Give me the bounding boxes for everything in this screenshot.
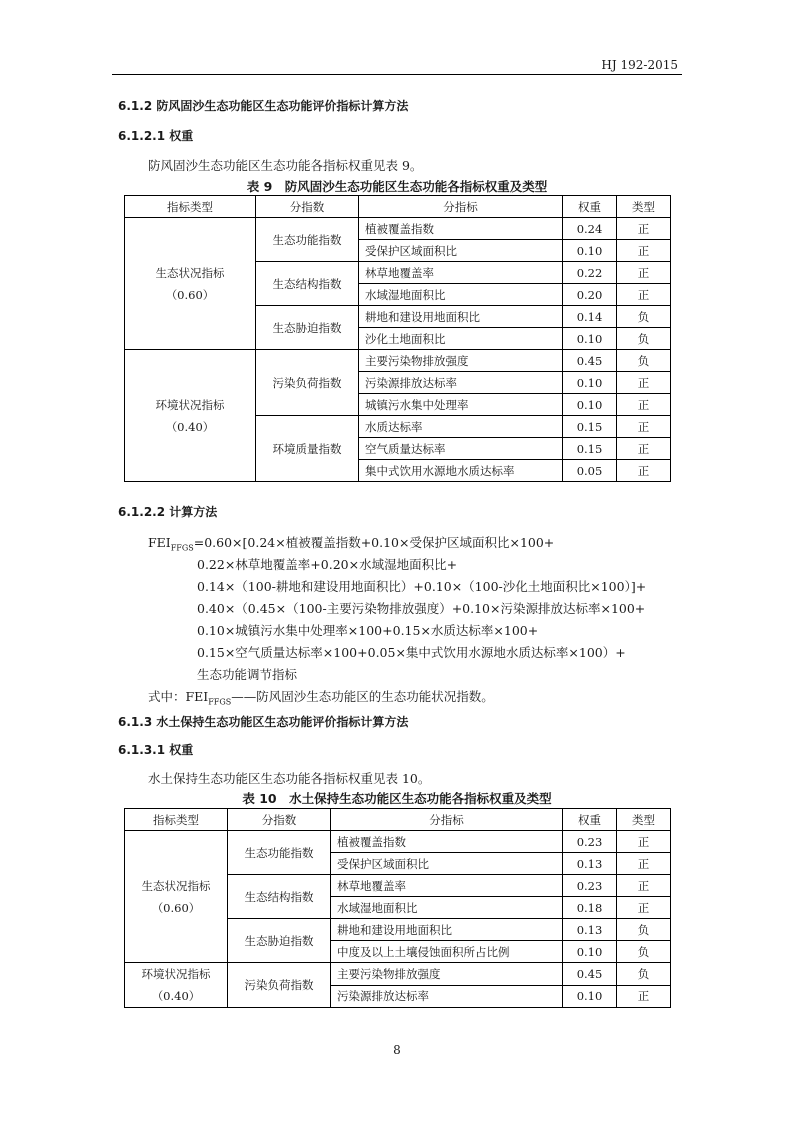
weight-cell: 0.15 [563, 416, 617, 438]
weight-cell: 0.15 [563, 438, 617, 460]
column-header: 分指标 [359, 196, 563, 218]
column-header: 指标类型 [125, 196, 256, 218]
indicator-type-weight: （0.40） [151, 989, 201, 1003]
indicator-cell: 林草地覆盖率 [359, 262, 563, 284]
weight-cell: 0.13 [563, 919, 617, 941]
weight-cell: 0.10 [563, 941, 617, 963]
weight-cell: 0.05 [563, 460, 617, 482]
table-row [125, 831, 671, 853]
indicator-type-cell [125, 831, 228, 963]
column-header: 分指数 [228, 809, 331, 831]
weight-cell: 0.10 [563, 240, 617, 262]
table-10 [124, 808, 671, 1008]
weight-cell: 0.10 [563, 394, 617, 416]
weight-cell: 0.10 [563, 372, 617, 394]
indicator-cell: 耕地和建设用地面积比 [359, 306, 563, 328]
column-header: 指标类型 [125, 809, 228, 831]
type-cell: 负 [617, 941, 671, 963]
indicator-type-weight: （0.40） [165, 419, 215, 434]
weight-cell: 0.23 [563, 875, 617, 897]
weight-cell: 0.45 [563, 350, 617, 372]
indicator-cell: 水域湿地面积比 [331, 897, 563, 919]
indicator-cell: 植被覆盖指数 [359, 218, 563, 240]
formula-line-2: 0.22×林草地覆盖率+0.20×水域湿地面积比+ [197, 557, 458, 572]
formula-line-4: 0.40×（0.45×（100-主要污染物排放强度）+0.10×污染源排放达标率×100+ [197, 601, 646, 616]
table-header-row [125, 196, 671, 218]
column-header: 分指数 [256, 196, 359, 218]
type-cell: 正 [617, 372, 671, 394]
section-heading-6-1-2: 6.1.2 防风固沙生态功能区生态功能评价指标计算方法 [118, 99, 409, 113]
formula-line-6: 0.15×空气质量达标率×100+0.05×集中式饮用水源地水质达标率×100）+ [197, 645, 626, 660]
indicator-type-label: 生态状况指标 [155, 265, 225, 280]
indicator-cell: 耕地和建设用地面积比 [331, 919, 563, 941]
sub-index-cell: 生态功能指数 [228, 831, 331, 875]
indicator-cell: 植被覆盖指数 [331, 831, 563, 853]
weight-cell: 0.22 [563, 262, 617, 284]
weight-cell: 0.45 [563, 963, 617, 986]
table-9-caption: 表 9 防风固沙生态功能区生态功能各指标权重及类型 [246, 179, 548, 194]
header-rule [112, 74, 682, 75]
paragraph-weights-ref-9: 防风固沙生态功能区生态功能各指标权重见表 9。 [148, 158, 423, 173]
column-header: 类型 [617, 196, 671, 218]
column-header: 分指标 [331, 809, 563, 831]
page-number: 8 [393, 1043, 401, 1057]
type-cell: 正 [617, 897, 671, 919]
formula-lhs: FEI [148, 535, 171, 550]
weight-cell: 0.13 [563, 853, 617, 875]
indicator-cell: 主要污染物排放强度 [331, 963, 563, 986]
column-header: 权重 [563, 196, 617, 218]
table-header-row [125, 809, 671, 831]
indicator-cell: 城镇污水集中处理率 [359, 394, 563, 416]
where-subscript: FFGS [208, 697, 232, 707]
table-row [125, 218, 671, 240]
type-cell: 正 [617, 218, 671, 240]
indicator-type-cell [125, 218, 256, 350]
table-row [125, 350, 671, 372]
indicator-cell: 沙化土地面积比 [359, 328, 563, 350]
type-cell: 正 [617, 240, 671, 262]
indicator-type-cell [125, 963, 228, 1008]
indicator-cell: 水域湿地面积比 [359, 284, 563, 306]
indicator-cell: 集中式饮用水源地水质达标率 [359, 460, 563, 482]
formula-line-3: 0.14×（100-耕地和建设用地面积比）+0.10×（100-沙化土地面积比×100）]+ [197, 579, 647, 594]
type-cell: 负 [617, 306, 671, 328]
indicator-cell: 主要污染物排放强度 [359, 350, 563, 372]
type-cell: 正 [617, 416, 671, 438]
indicator-type-weight: （0.60） [151, 900, 201, 915]
indicator-type-label: 环境状况指标 [155, 397, 225, 412]
indicator-cell: 水质达标率 [359, 416, 563, 438]
formula-where-clause [148, 687, 494, 707]
weight-cell: 0.10 [563, 985, 617, 1008]
type-cell: 正 [617, 394, 671, 416]
table-row [125, 963, 671, 986]
type-cell: 负 [617, 350, 671, 372]
indicator-type-label: 生态状况指标 [141, 878, 211, 893]
type-cell: 正 [617, 853, 671, 875]
type-cell: 正 [617, 460, 671, 482]
where-text: ——防风固沙生态功能区的生态功能状况指数。 [231, 689, 494, 704]
indicator-type-weight: （0.60） [165, 287, 215, 302]
column-header: 权重 [563, 809, 617, 831]
paragraph-weights-ref-10: 水土保持生态功能区生态功能各指标权重见表 10。 [148, 771, 431, 786]
type-cell: 正 [617, 262, 671, 284]
formula-lhs-subscript: FFGS [170, 543, 194, 553]
standard-code: HJ 192-2015 [601, 58, 678, 72]
type-cell: 负 [617, 328, 671, 350]
indicator-cell: 受保护区域面积比 [331, 853, 563, 875]
subsection-heading-6-1-2-2: 6.1.2.2 计算方法 [118, 505, 218, 519]
weight-cell: 0.18 [563, 897, 617, 919]
sub-index-cell: 环境质量指数 [256, 416, 359, 482]
where-prefix: 式中：FEI [148, 689, 209, 704]
table-10-caption: 表 10 水土保持生态功能区生态功能各指标权重及类型 [242, 791, 552, 806]
sub-index-cell: 污染负荷指数 [228, 963, 331, 1008]
weight-cell: 0.10 [563, 328, 617, 350]
weight-cell: 0.14 [563, 306, 617, 328]
weight-cell: 0.23 [563, 831, 617, 853]
type-cell: 负 [617, 919, 671, 941]
indicator-type-label: 环境状况指标 [141, 967, 211, 981]
indicator-cell: 中度及以上土壤侵蚀面积所占比例 [331, 941, 563, 963]
indicator-cell: 林草地覆盖率 [331, 875, 563, 897]
formula-line-1 [148, 533, 554, 553]
indicator-cell: 污染源排放达标率 [359, 372, 563, 394]
subsection-heading-6-1-2-1: 6.1.2.1 权重 [118, 129, 194, 143]
type-cell: 正 [617, 438, 671, 460]
sub-index-cell: 生态结构指数 [228, 875, 331, 919]
sub-index-cell: 生态胁迫指数 [256, 306, 359, 350]
type-cell: 负 [617, 963, 671, 986]
sub-index-cell: 生态结构指数 [256, 262, 359, 306]
section-heading-6-1-3: 6.1.3 水土保持生态功能区生态功能评价指标计算方法 [118, 715, 409, 729]
table-9 [124, 195, 671, 482]
type-cell: 正 [617, 831, 671, 853]
type-cell: 正 [617, 875, 671, 897]
formula-line-5: 0.10×城镇污水集中处理率×100+0.15×水质达标率×100+ [197, 623, 539, 638]
subsection-heading-6-1-3-1: 6.1.3.1 权重 [118, 743, 194, 757]
indicator-type-cell [125, 350, 256, 482]
sub-index-cell: 污染负荷指数 [256, 350, 359, 416]
formula-rhs-1: =0.60×[0.24×植被覆盖指数+0.10×受保护区域面积比×100+ [193, 535, 555, 550]
weight-cell: 0.20 [563, 284, 617, 306]
sub-index-cell: 生态功能指数 [256, 218, 359, 262]
indicator-cell: 空气质量达标率 [359, 438, 563, 460]
indicator-cell: 受保护区域面积比 [359, 240, 563, 262]
formula-line-7: 生态功能调节指标 [197, 667, 298, 682]
indicator-cell: 污染源排放达标率 [331, 985, 563, 1008]
weight-cell: 0.24 [563, 218, 617, 240]
sub-index-cell: 生态胁迫指数 [228, 919, 331, 963]
type-cell: 正 [617, 284, 671, 306]
type-cell: 正 [617, 985, 671, 1008]
column-header: 类型 [617, 809, 671, 831]
